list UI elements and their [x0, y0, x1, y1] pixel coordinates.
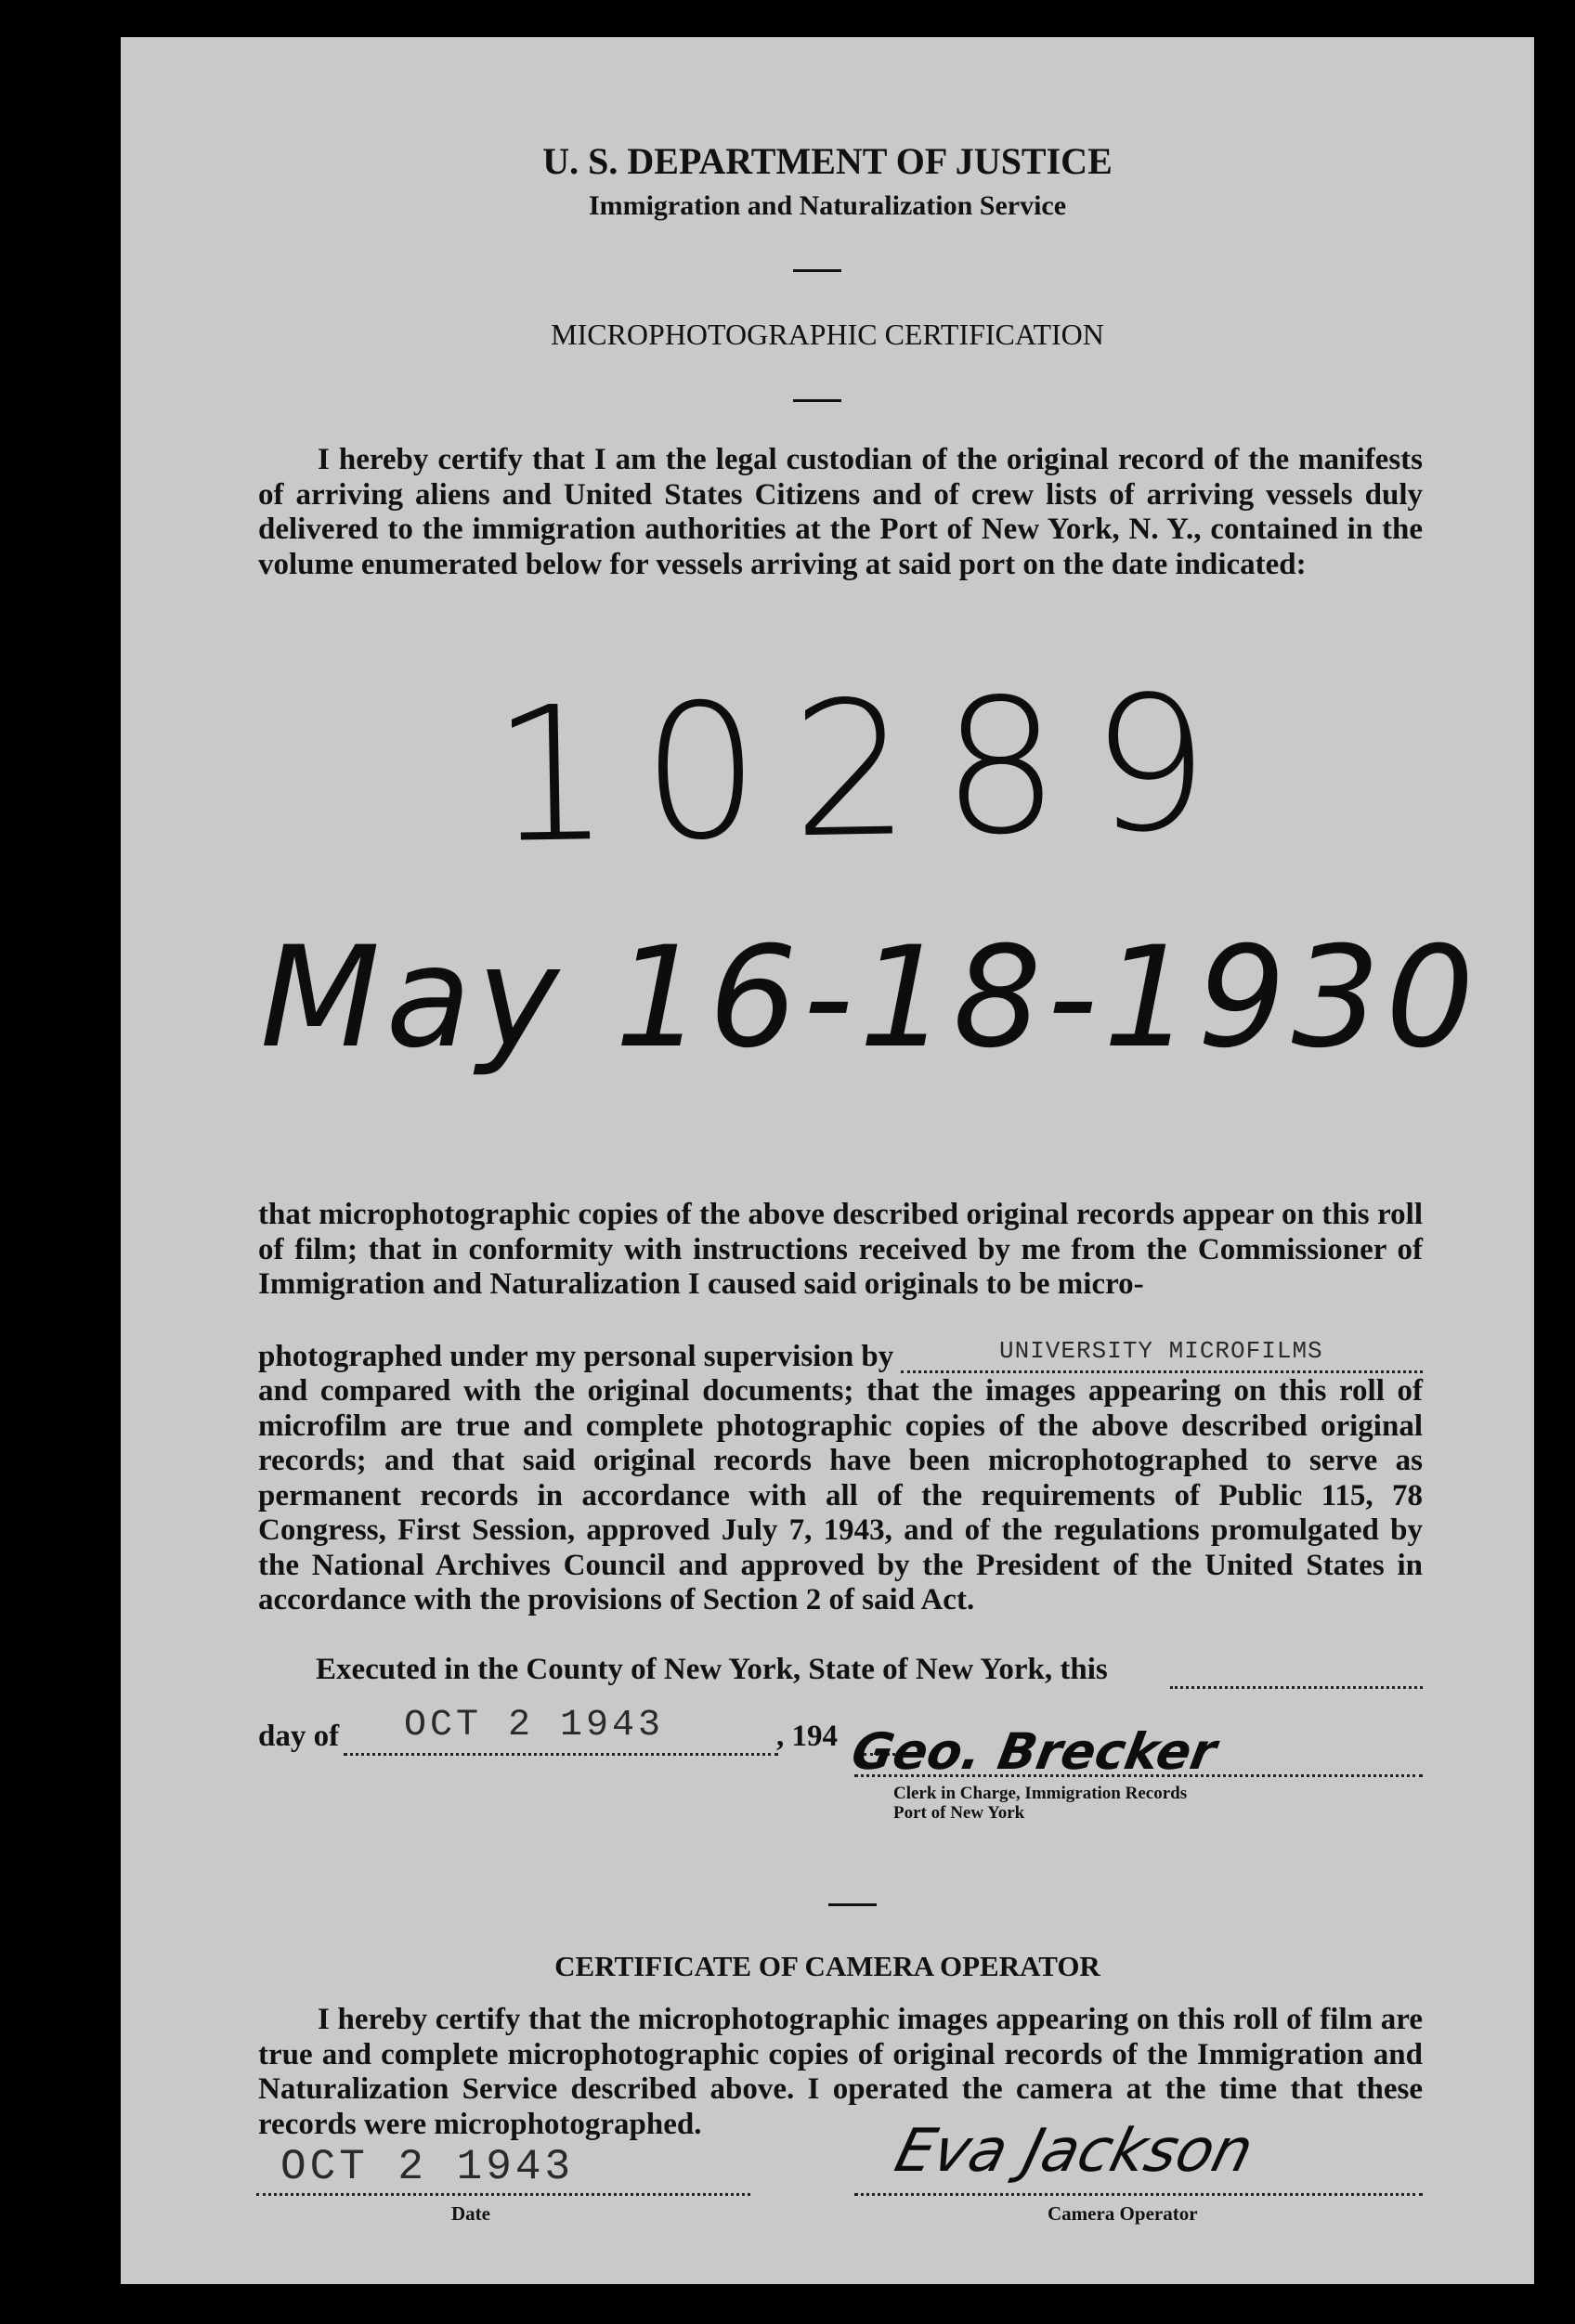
supervision-label: photographed under my personal supervision by: [258, 1340, 894, 1373]
signature-dotted-line: [854, 1774, 1423, 1777]
certification-title: MICROPHOTOGRAPHIC CERTIFICATION: [551, 318, 1104, 351]
camera-operator-label: Camera Operator: [1048, 2202, 1198, 2225]
camera-operator-signature: Eva Jackson: [888, 2117, 1260, 2186]
day-of-label: day of: [258, 1720, 340, 1753]
body-paragraph-part1: that microphotographic copies of the above described original records appear on this roll of film; that in conformity with instructions received by me from the Commissioner of Immigration and Naturalization I caused said originals to be micro-: [258, 1198, 1423, 1301]
operator-dotted-line: [854, 2193, 1423, 2196]
handwritten-date-range: May 16-18-1930: [260, 917, 1480, 1079]
divider-top: [793, 269, 841, 272]
camera-date-dotted-line: [256, 2193, 750, 2196]
camera-certificate-title: CERTIFICATE OF CAMERA OPERATOR: [554, 1950, 1100, 1982]
department-title: U. S. DEPARTMENT OF JUSTICE: [542, 140, 1113, 182]
year-label: , 194: [776, 1720, 838, 1753]
day-dotted-line: [344, 1753, 778, 1756]
camera-date-label: Date: [451, 2202, 490, 2225]
divider-bottom: [828, 1903, 877, 1906]
supervision-dotted-line: [901, 1370, 1423, 1373]
handwritten-volume-number: 10289: [490, 655, 1243, 886]
clerk-signature: Geo. Brecker: [847, 1722, 1221, 1781]
signer-title-line2: Port of New York: [893, 1803, 1025, 1823]
camera-date-stamp: OCT 2 1943: [280, 2143, 575, 2191]
microfilm-company-stamp: UNIVERSITY MICROFILMS: [999, 1337, 1323, 1365]
service-subtitle: Immigration and Naturalization Service: [588, 190, 1067, 221]
execution-date-stamp: OCT 2 1943: [404, 1705, 665, 1746]
camera-certificate-paragraph: I hereby certify that the microphotographic images appearing on this roll of film are true and complete microphotographic copies of original records of the Immigration and Naturalization Service described above. I operated the camera at the time that these records were microphotographed.: [258, 2003, 1423, 2141]
intro-paragraph: I hereby certify that I am the legal custodian of the original record of the manifests of arriving aliens and United States Citizens and of crew lists of arriving vessels duly delivered to the immigration authorities at the Port of New York, N. Y., contained in the volume enumerated below for vessels arriving at said port on the date indicated:: [258, 443, 1423, 581]
signer-title-line1: Clerk in Charge, Immigration Records: [893, 1784, 1188, 1803]
certificate-sheet: [121, 37, 1534, 2284]
executed-dotted-line: [1170, 1686, 1423, 1689]
body-paragraph-part2: and compared with the original documents; that the images appearing on this roll of microfilm are true and complete photographic copies of the above described original records; and that said original records have been microphotographed to serve as permanent records in accordance with all of the requirements of Public 115, 78 Congress, First Session, approved July 7, 1943, and of the regulations promulgated by the National Archives Council and approved by the President of the United States in accordance with the provisions of Section 2 of said Act.: [258, 1374, 1423, 1616]
executed-line: Executed in the County of New York, State of New York, this: [316, 1653, 1108, 1686]
divider-mid: [793, 399, 841, 402]
